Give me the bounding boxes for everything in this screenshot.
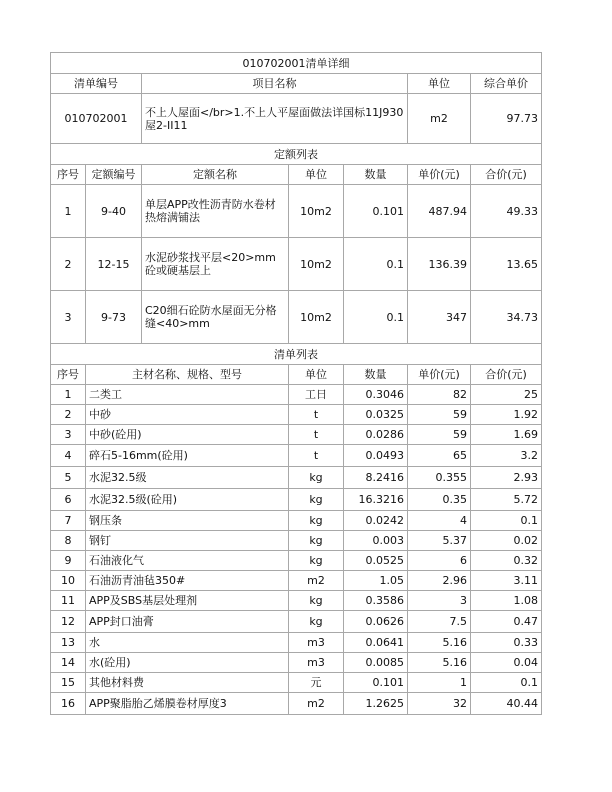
bill-name-header: 项目名称 bbox=[142, 74, 408, 94]
material-qty: 0.0641 bbox=[344, 633, 408, 653]
material-unit-price: 5.16 bbox=[408, 633, 471, 653]
material-unit: kg bbox=[289, 489, 344, 511]
material-row bbox=[51, 571, 542, 591]
quota-qty-header: 数量 bbox=[344, 165, 408, 185]
material-row bbox=[51, 445, 542, 467]
bill-price: 97.73 bbox=[471, 94, 542, 144]
bill-unit: m2 bbox=[408, 94, 471, 144]
material-unit-price: 1 bbox=[408, 673, 471, 693]
quota-code-header: 定额编号 bbox=[86, 165, 142, 185]
material-name: 钢压条 bbox=[86, 511, 289, 531]
material-unit: kg bbox=[289, 511, 344, 531]
material-unit-price: 0.35 bbox=[408, 489, 471, 511]
material-total: 0.33 bbox=[471, 633, 542, 653]
material-unit: kg bbox=[289, 531, 344, 551]
quota-unit-price: 347 bbox=[408, 291, 471, 344]
material-unit: kg bbox=[289, 551, 344, 571]
material-qty: 0.003 bbox=[344, 531, 408, 551]
material-unit-price: 0.355 bbox=[408, 467, 471, 489]
material-total: 0.04 bbox=[471, 653, 542, 673]
material-seq: 2 bbox=[51, 405, 86, 425]
material-row bbox=[51, 551, 542, 571]
title-row bbox=[51, 53, 542, 74]
material-unit: 元 bbox=[289, 673, 344, 693]
material-unit: t bbox=[289, 405, 344, 425]
material-seq: 16 bbox=[51, 693, 86, 715]
material-total: 40.44 bbox=[471, 693, 542, 715]
material-name: 水泥32.5级 bbox=[86, 467, 289, 489]
material-name: 钢钉 bbox=[86, 531, 289, 551]
bill-name: 不上人屋面</br>1.不上人平屋面做法详国标11J930屋2-II11 bbox=[142, 94, 408, 144]
material-total: 25 bbox=[471, 385, 542, 405]
material-name: 其他材料费 bbox=[86, 673, 289, 693]
quota-total: 13.65 bbox=[471, 238, 542, 291]
page-title: 010702001清单详细 bbox=[51, 53, 542, 74]
material-unit-price: 82 bbox=[408, 385, 471, 405]
material-qty: 1.2625 bbox=[344, 693, 408, 715]
material-row bbox=[51, 611, 542, 633]
material-unit-price: 59 bbox=[408, 405, 471, 425]
material-seq-header: 序号 bbox=[51, 365, 86, 385]
quota-unit-price-header: 单价(元) bbox=[408, 165, 471, 185]
material-unit: t bbox=[289, 425, 344, 445]
bill-header-row bbox=[51, 74, 542, 94]
quota-section-row bbox=[51, 144, 542, 165]
material-section-title: 清单列表 bbox=[51, 344, 542, 365]
material-unit: m3 bbox=[289, 633, 344, 653]
material-total: 2.93 bbox=[471, 467, 542, 489]
quota-unit-price: 136.39 bbox=[408, 238, 471, 291]
material-unit-price: 32 bbox=[408, 693, 471, 715]
material-name: APP聚脂胎乙烯膜卷材厚度3 bbox=[86, 693, 289, 715]
material-row bbox=[51, 653, 542, 673]
material-unit-price: 5.16 bbox=[408, 653, 471, 673]
material-qty-header: 数量 bbox=[344, 365, 408, 385]
material-seq: 3 bbox=[51, 425, 86, 445]
quota-qty: 0.1 bbox=[344, 238, 408, 291]
material-unit: kg bbox=[289, 591, 344, 611]
quota-seq-header: 序号 bbox=[51, 165, 86, 185]
material-total: 0.47 bbox=[471, 611, 542, 633]
material-seq: 5 bbox=[51, 467, 86, 489]
material-row bbox=[51, 673, 542, 693]
quota-row bbox=[51, 238, 542, 291]
quota-code: 9-40 bbox=[86, 185, 142, 238]
bill-unit-header: 单位 bbox=[408, 74, 471, 94]
material-qty: 0.3586 bbox=[344, 591, 408, 611]
material-name: 中砂 bbox=[86, 405, 289, 425]
quota-code: 9-73 bbox=[86, 291, 142, 344]
material-header-row bbox=[51, 365, 542, 385]
material-unit: m2 bbox=[289, 571, 344, 591]
material-total: 0.1 bbox=[471, 511, 542, 531]
material-total: 0.02 bbox=[471, 531, 542, 551]
quota-row bbox=[51, 291, 542, 344]
material-total: 1.08 bbox=[471, 591, 542, 611]
material-qty: 1.05 bbox=[344, 571, 408, 591]
material-unit-price: 59 bbox=[408, 425, 471, 445]
material-total: 0.1 bbox=[471, 673, 542, 693]
material-name: 二类工 bbox=[86, 385, 289, 405]
material-unit: m3 bbox=[289, 653, 344, 673]
table-body bbox=[51, 53, 542, 715]
material-total: 0.32 bbox=[471, 551, 542, 571]
material-seq: 12 bbox=[51, 611, 86, 633]
material-seq: 14 bbox=[51, 653, 86, 673]
material-qty: 0.0325 bbox=[344, 405, 408, 425]
bill-code: 010702001 bbox=[51, 94, 142, 144]
material-qty: 0.0493 bbox=[344, 445, 408, 467]
material-total: 3.11 bbox=[471, 571, 542, 591]
material-name: 水(砼用) bbox=[86, 653, 289, 673]
material-total-header: 合价(元) bbox=[471, 365, 542, 385]
material-seq: 10 bbox=[51, 571, 86, 591]
material-unit-price: 5.37 bbox=[408, 531, 471, 551]
material-qty: 0.0626 bbox=[344, 611, 408, 633]
material-row bbox=[51, 467, 542, 489]
quota-row bbox=[51, 185, 542, 238]
quota-section-title: 定额列表 bbox=[51, 144, 542, 165]
material-name-header: 主材名称、规格、型号 bbox=[86, 365, 289, 385]
quota-name-header: 定额名称 bbox=[142, 165, 289, 185]
material-row bbox=[51, 425, 542, 445]
material-name: APP封口油膏 bbox=[86, 611, 289, 633]
quota-unit-price: 487.94 bbox=[408, 185, 471, 238]
material-row bbox=[51, 591, 542, 611]
quota-name: 单层APP改性沥青防水卷材热熔满铺法 bbox=[142, 185, 289, 238]
material-name: APP及SBS基层处理剂 bbox=[86, 591, 289, 611]
material-unit-price: 2.96 bbox=[408, 571, 471, 591]
quota-seq: 2 bbox=[51, 238, 86, 291]
material-unit-price: 3 bbox=[408, 591, 471, 611]
material-total: 5.72 bbox=[471, 489, 542, 511]
material-total: 1.69 bbox=[471, 425, 542, 445]
quota-total-header: 合价(元) bbox=[471, 165, 542, 185]
material-seq: 9 bbox=[51, 551, 86, 571]
material-seq: 4 bbox=[51, 445, 86, 467]
material-qty: 0.0525 bbox=[344, 551, 408, 571]
quota-name: 水泥砂浆找平层<20>mm砼或硬基层上 bbox=[142, 238, 289, 291]
material-name: 石油液化气 bbox=[86, 551, 289, 571]
material-row bbox=[51, 633, 542, 653]
material-qty: 16.3216 bbox=[344, 489, 408, 511]
bill-code-header: 清单编号 bbox=[51, 74, 142, 94]
material-name: 碎石5-16mm(砼用) bbox=[86, 445, 289, 467]
material-unit: 工日 bbox=[289, 385, 344, 405]
material-total: 1.92 bbox=[471, 405, 542, 425]
quota-unit: 10m2 bbox=[289, 185, 344, 238]
material-seq: 13 bbox=[51, 633, 86, 653]
material-qty: 8.2416 bbox=[344, 467, 408, 489]
quota-total: 49.33 bbox=[471, 185, 542, 238]
material-unit: kg bbox=[289, 467, 344, 489]
material-total: 3.2 bbox=[471, 445, 542, 467]
material-unit: t bbox=[289, 445, 344, 467]
material-qty: 0.3046 bbox=[344, 385, 408, 405]
quota-qty: 0.101 bbox=[344, 185, 408, 238]
material-unit-price: 7.5 bbox=[408, 611, 471, 633]
material-unit: kg bbox=[289, 611, 344, 633]
material-seq: 1 bbox=[51, 385, 86, 405]
material-unit-price: 65 bbox=[408, 445, 471, 467]
material-row bbox=[51, 531, 542, 551]
material-row bbox=[51, 405, 542, 425]
quota-total: 34.73 bbox=[471, 291, 542, 344]
material-seq: 15 bbox=[51, 673, 86, 693]
material-qty: 0.0085 bbox=[344, 653, 408, 673]
quota-code: 12-15 bbox=[86, 238, 142, 291]
material-row bbox=[51, 489, 542, 511]
quota-seq: 1 bbox=[51, 185, 86, 238]
material-qty: 0.101 bbox=[344, 673, 408, 693]
bill-price-header: 综合单价 bbox=[471, 74, 542, 94]
material-name: 石油沥青油毡350# bbox=[86, 571, 289, 591]
material-qty: 0.0286 bbox=[344, 425, 408, 445]
quota-header-row bbox=[51, 165, 542, 185]
material-name: 中砂(砼用) bbox=[86, 425, 289, 445]
material-qty: 0.0242 bbox=[344, 511, 408, 531]
quota-unit: 10m2 bbox=[289, 238, 344, 291]
material-seq: 7 bbox=[51, 511, 86, 531]
material-unit-price-header: 单价(元) bbox=[408, 365, 471, 385]
material-seq: 6 bbox=[51, 489, 86, 511]
material-name: 水 bbox=[86, 633, 289, 653]
quota-unit-header: 单位 bbox=[289, 165, 344, 185]
material-row bbox=[51, 511, 542, 531]
quota-qty: 0.1 bbox=[344, 291, 408, 344]
material-row bbox=[51, 385, 542, 405]
quota-unit: 10m2 bbox=[289, 291, 344, 344]
bill-detail-table bbox=[50, 52, 542, 715]
material-seq: 11 bbox=[51, 591, 86, 611]
material-unit-price: 4 bbox=[408, 511, 471, 531]
material-section-row bbox=[51, 344, 542, 365]
material-unit: m2 bbox=[289, 693, 344, 715]
material-seq: 8 bbox=[51, 531, 86, 551]
material-row bbox=[51, 693, 542, 715]
material-unit-header: 单位 bbox=[289, 365, 344, 385]
material-unit-price: 6 bbox=[408, 551, 471, 571]
material-name: 水泥32.5级(砼用) bbox=[86, 489, 289, 511]
quota-name: C20细石砼防水屋面无分格缝<40>mm bbox=[142, 291, 289, 344]
bill-row bbox=[51, 94, 542, 144]
quota-seq: 3 bbox=[51, 291, 86, 344]
